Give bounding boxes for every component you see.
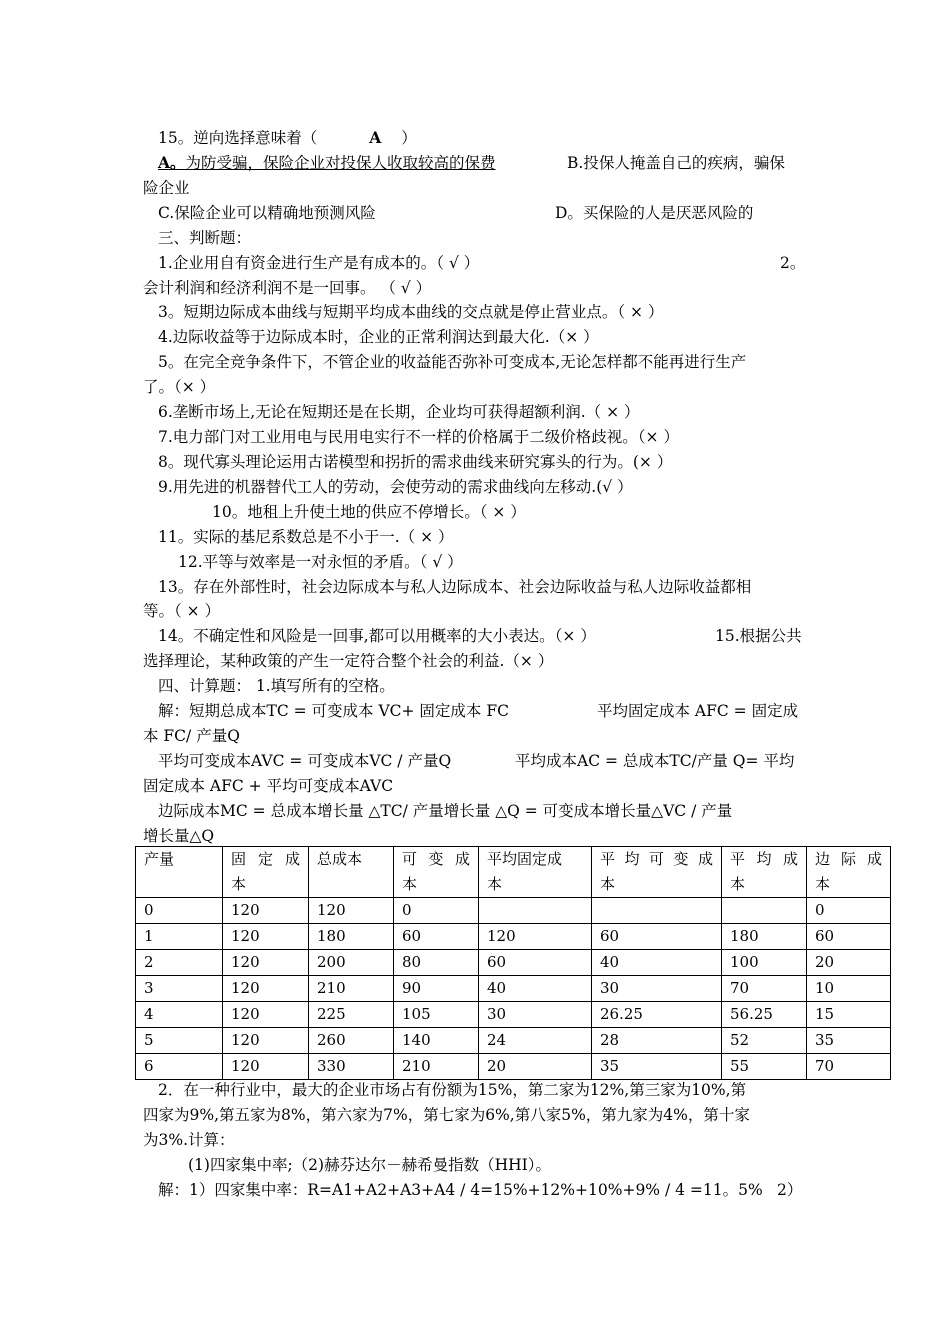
table-cell: 30: [479, 1002, 592, 1028]
q15-option-b-line2: 险企业: [143, 179, 190, 197]
table-cell: 35: [807, 1028, 891, 1054]
table-cell: 120: [223, 950, 309, 976]
table-row: [136, 1054, 891, 1080]
table-cell: 3: [136, 976, 223, 1002]
calc-formula-afc: 平均固定成本 AFC = 固定成: [597, 702, 799, 720]
calc-formula-ac: 平均成本AC = 总成本TC/产量 Q= 平均: [515, 752, 795, 770]
table-cell: 6: [136, 1054, 223, 1080]
table-cell: 225: [309, 1002, 394, 1028]
table-cell: 120: [223, 1028, 309, 1054]
judge-item-14: 14。不确定性和风险是一回事,都可以用概率的大小表达。（× ）: [158, 627, 596, 645]
judge-item-4: 4.边际收益等于边际成本时，企业的正常利润达到最大化.（× ）: [158, 328, 599, 346]
header-cell: 可变成 本: [394, 847, 479, 898]
table-cell: 24: [479, 1028, 592, 1054]
judge-item-7: 7.电力部门对工业用电与民用电实行不一样的价格属于二级价格歧视。（× ）: [158, 428, 679, 446]
judge-heading: 三、判断题：: [158, 229, 252, 247]
table-cell: 30: [592, 976, 722, 1002]
judge-item-15-number: 15.根据公共: [715, 627, 802, 645]
table-cell: 260: [309, 1028, 394, 1054]
judge-item-9: 9.用先进的机器替代工人的劳动，会使劳动的需求曲线向左移动.(√ ）: [158, 478, 633, 496]
table-cell: 40: [479, 976, 592, 1002]
table-cell: [592, 898, 722, 924]
header-cell: 平均固定成 本: [479, 847, 592, 898]
table-cell: 1: [136, 924, 223, 950]
table-cell: 60: [807, 924, 891, 950]
table-cell: 60: [394, 924, 479, 950]
table-cell: 120: [223, 924, 309, 950]
table-cell: 60: [592, 924, 722, 950]
table-cell: 200: [309, 950, 394, 976]
q2-line4: (1)四家集中率;（2)赫芬达尔－赫希曼指数（HHI）。: [188, 1156, 551, 1174]
header-cell: 平均可变成 本: [592, 847, 722, 898]
header-cell: 平均成 本: [722, 847, 807, 898]
table-cell: 140: [394, 1028, 479, 1054]
calc-formula-ac-cont: 固定成本 AFC + 平均可变成本AVC: [143, 777, 394, 795]
table-cell: 0: [807, 898, 891, 924]
table-row: [136, 1028, 891, 1054]
table-cell: 80: [394, 950, 479, 976]
judge-item-5-line2: 了。（× ）: [143, 378, 216, 396]
q15-option-a-text: 为防受骗，保险企业对投保人收取较高的保费: [185, 154, 496, 172]
q15-option-b-line1: B.投保人掩盖自己的疾病，骗保: [567, 154, 785, 172]
table-cell: 210: [394, 1054, 479, 1080]
judge-item-1: 1.企业用自有资金进行生产是有成本的。（ √ ）: [158, 254, 480, 272]
table-cell: 120: [309, 898, 394, 924]
table-cell: 100: [722, 950, 807, 976]
table-cell: 120: [223, 1002, 309, 1028]
table-cell: 55: [722, 1054, 807, 1080]
table-cell: 0: [136, 898, 223, 924]
table-header-row: [136, 847, 891, 898]
table-cell: 120: [479, 924, 592, 950]
table-cell: 120: [223, 1054, 309, 1080]
table-cell: 4: [136, 1002, 223, 1028]
judge-item-10: 10。地租上升使土地的供应不停增长。（ × ）: [212, 503, 526, 521]
table-cell: 52: [722, 1028, 807, 1054]
q15-stem: [158, 128, 417, 148]
judge-item-13-line1: 13。存在外部性时，社会边际成本与私人边际成本、社会边际收益与私人边际收益都相: [158, 578, 752, 596]
q2-solution-part2: 2）: [777, 1181, 803, 1199]
q15-answer: A: [369, 128, 382, 147]
table-row: [136, 950, 891, 976]
table-cell: 10: [807, 976, 891, 1002]
table-cell: 90: [394, 976, 479, 1002]
header-cell: 总成本: [309, 847, 394, 898]
table-cell: 120: [223, 976, 309, 1002]
table-cell: 28: [592, 1028, 722, 1054]
q15-option-c: C.保险企业可以精确地预测风险: [158, 204, 376, 222]
table-cell: 105: [394, 1002, 479, 1028]
table-cell: 210: [309, 976, 394, 1002]
q2-line1: 2．在一种行业中，最大的企业市场占有份额为15%，第二家为12%,第三家为10%,第: [158, 1081, 747, 1099]
cost-table: [135, 846, 891, 1080]
table-cell: 180: [722, 924, 807, 950]
q15-option-d: D。买保险的人是厌恶风险的: [555, 204, 754, 222]
judge-item-8: 8。现代寡头理论运用古诺模型和拐折的需求曲线来研究寡头的行为。(× ）: [158, 453, 673, 471]
table-cell: [479, 898, 592, 924]
judge-item-15: 选择理论，某种政策的产生一定符合整个社会的利益.（× ）: [143, 652, 554, 670]
calc-formula-mc-cont: 增长量△Q: [143, 827, 215, 845]
table-cell: 330: [309, 1054, 394, 1080]
judge-item-11: 11。实际的基尼系数总是不小于一.（ × ）: [158, 528, 454, 546]
calc-formula-afc-cont: 本 FC/ 产量Q: [143, 727, 240, 745]
table-row: [136, 976, 891, 1002]
judge-item-2-number: 2。: [780, 254, 806, 272]
table-cell: 20: [807, 950, 891, 976]
header-cell: 固定成 本: [223, 847, 309, 898]
table-cell: 60: [479, 950, 592, 976]
table-row: [136, 1002, 891, 1028]
table-cell: 180: [309, 924, 394, 950]
judge-item-6: 6.垄断市场上,无论在短期还是在长期，企业均可获得超额利润.（ × ）: [158, 403, 640, 421]
q15-option-a-letter: A。: [158, 153, 186, 172]
table-cell: 5: [136, 1028, 223, 1054]
table-cell: 20: [479, 1054, 592, 1080]
judge-item-12: 12.平等与效率是一对永恒的矛盾。（ √ ）: [178, 553, 463, 571]
table-cell: 56.25: [722, 1002, 807, 1028]
calc-formula-tc: 解：短期总成本TC = 可变成本 VC+ 固定成本 FC: [158, 702, 509, 720]
judge-item-2: 会计利润和经济利润不是一回事。 （ √ ）: [143, 279, 432, 297]
table-cell: 120: [223, 898, 309, 924]
q15-stem-text: 15。逆向选择意味着（: [158, 129, 318, 147]
table-cell: 0: [394, 898, 479, 924]
q2-line3: 为3%.计算：: [143, 1131, 235, 1149]
q15-option-a: [158, 153, 496, 173]
table-cell: 70: [807, 1054, 891, 1080]
judge-item-13-line2: 等。（ × ）: [143, 602, 221, 620]
table-cell: 15: [807, 1002, 891, 1028]
table-cell: 70: [722, 976, 807, 1002]
calc-formula-mc: 边际成本MC = 总成本增长量 △TC/ 产量增长量 △Q = 可变成本增长量△VC / 产量: [158, 802, 733, 820]
table-cell: [722, 898, 807, 924]
table-cell: 2: [136, 950, 223, 976]
table-cell: 26.25: [592, 1002, 722, 1028]
header-cell: 产量: [136, 847, 223, 898]
q15-close: ）: [401, 129, 417, 147]
table-row: [136, 924, 891, 950]
q2-solution: 解：1）四家集中率：R=A1+A2+A3+A4 / 4=15%+12%+10%+9% / 4 =11。5%: [158, 1181, 763, 1199]
q2-line2: 四家为9%,第五家为8%，第六家为7%，第七家为6%,第八家5%，第九家为4%，第十家: [143, 1106, 750, 1124]
header-cell: 边际成 本: [807, 847, 891, 898]
calc-heading: 四、计算题： 1.填写所有的空格。: [158, 677, 395, 695]
table-row: [136, 898, 891, 924]
judge-item-5-line1: 5。在完全竞争条件下，不管企业的收益能否弥补可变成本,无论怎样都不能再进行生产: [158, 353, 747, 371]
calc-formula-avc: 平均可变成本AVC = 可变成本VC / 产量Q: [158, 752, 452, 770]
table-cell: 40: [592, 950, 722, 976]
table-cell: 35: [592, 1054, 722, 1080]
judge-item-3: 3。短期边际成本曲线与短期平均成本曲线的交点就是停止营业点。（ × ）: [158, 303, 664, 321]
